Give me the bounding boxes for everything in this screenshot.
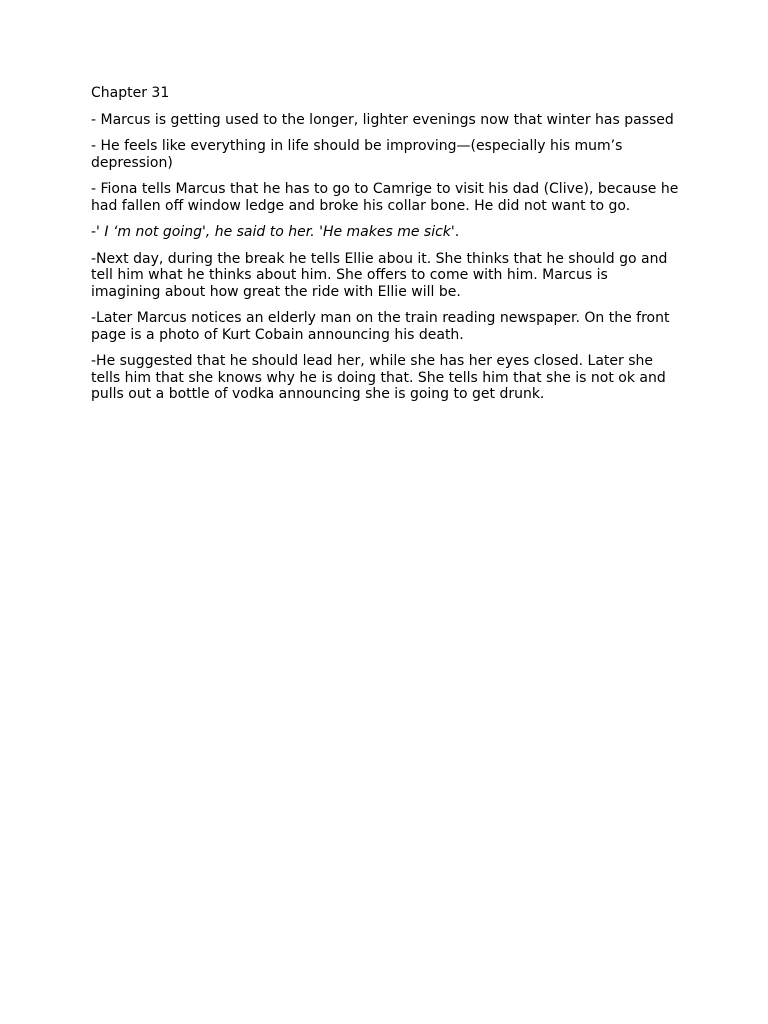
- paragraph-fiona: - Fiona tells Marcus that he has to go to Camrige to visit his dad (Clive), because he had fallen off window ledge and broke his collar bone. He did not want to go.: [91, 181, 679, 214]
- paragraph-improving: - He feels like everything in life should be improving—(especially his mum’s depression): [91, 138, 623, 171]
- paragraph-quote: [91, 224, 681, 241]
- quote-suffix: '.: [450, 224, 460, 240]
- paragraph-vodka: -He suggested that he should lead her, while she has her eyes closed. Later she tells him that she knows why he is doing that. She tells him that she is not ok and pulls out a bottle of vodka announcing she is going to get drunk.: [91, 353, 666, 402]
- quote-italic: I ‘m not going', he said to her. 'He makes me sick: [104, 224, 451, 240]
- paragraph-evenings: - Marcus is getting used to the longer, lighter evenings now that winter has passed: [91, 111, 674, 128]
- paragraph-ellie: -Next day, during the break he tells Ellie abou it. She thinks that he should go and tell him what he thinks about him. She offers to come with him. Marcus is imagining about how great the ride with Ellie will be.: [91, 250, 668, 300]
- document-body: [91, 85, 681, 413]
- chapter-heading: Chapter 31: [91, 85, 170, 101]
- paragraph-train: -Later Marcus notices an elderly man on the train reading newspaper. On the front page is a photo of Kurt Cobain announcing his death.: [91, 310, 670, 343]
- quote-prefix: -': [91, 224, 105, 240]
